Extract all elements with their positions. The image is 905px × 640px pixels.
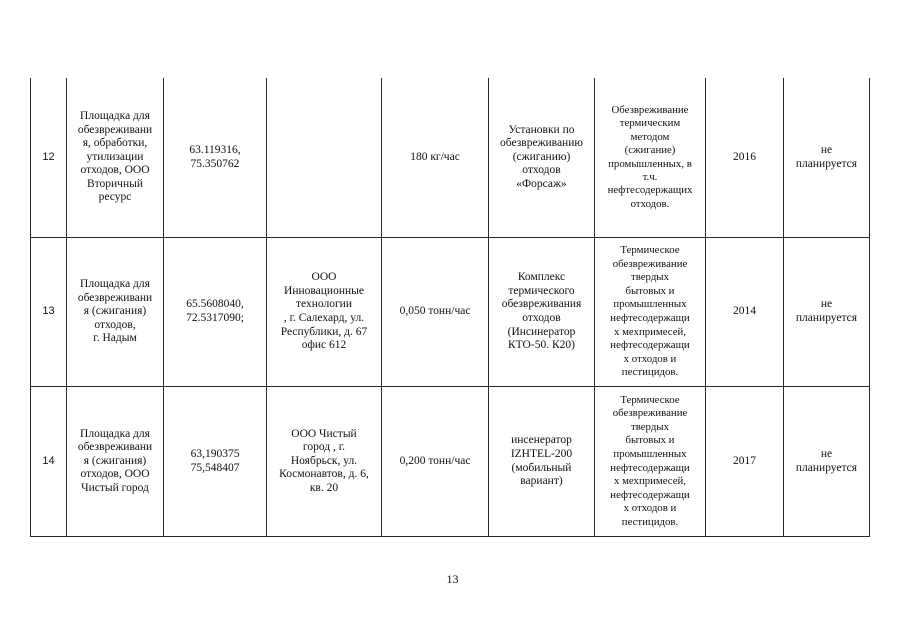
year: 2017 bbox=[733, 454, 756, 467]
capacity: 180 кг/час bbox=[410, 150, 460, 163]
plans: не планируется bbox=[795, 447, 858, 474]
coordinates: 63,190375 75,548407 bbox=[190, 447, 240, 474]
plans: не планируется bbox=[795, 143, 858, 170]
coordinates: 65.5608040, 72.5317090; bbox=[186, 298, 244, 324]
grid-line bbox=[30, 536, 870, 537]
site-name: Площадка для обезвреживани я (сжигания) отходов, ООО Чистый город bbox=[77, 427, 153, 494]
coordinates: 63.119316, 75.350762 bbox=[189, 143, 241, 170]
treatment-method: Термическое обезвреживание твердых бытовых и промышленных нефтесодержащи х мехпримесей, нефтесодержащи х отходов и пестицидов. bbox=[610, 244, 690, 379]
row-number: 14 bbox=[42, 454, 55, 467]
year: 2014 bbox=[733, 305, 756, 318]
operator-address: ООО Инновационные технологии , г. Салехард, ул. Республики, д. 67 офис 612 bbox=[280, 271, 368, 352]
row-number: 13 bbox=[42, 305, 55, 318]
operator-address: ООО Чистый город , г. Ноябрьск, ул. Космонавтов, д. 6, кв. 20 bbox=[279, 427, 369, 494]
capacity: 0,200 тонн/час bbox=[399, 454, 471, 467]
equipment: инсенератор IZHTEL-200 (мобильный вариант) bbox=[510, 434, 573, 488]
equipment: Установки по обезвреживанию (сжиганию) отходов «Форсаж» bbox=[500, 123, 583, 190]
grid-line bbox=[869, 78, 870, 536]
plans: не планируется bbox=[795, 298, 858, 324]
page-number: 13 bbox=[446, 572, 459, 586]
year: 2016 bbox=[733, 150, 756, 163]
row-number: 12 bbox=[42, 150, 55, 163]
treatment-method: Обезвреживание термическим методом (сжигание) промышленных, в т.ч. нефтесодержащих отходов. bbox=[607, 103, 693, 210]
site-name: Площадка для обезвреживани я (сжигания) отходов, г. Надым bbox=[77, 278, 153, 345]
treatment-method: Термическое обезвреживание твердых бытовых и промышленных нефтесодержащи х мехпримесей, нефтесодержащи х отходов и пестицидов. bbox=[610, 393, 690, 528]
equipment: Комплекс термического обезвреживания отходов (Инсинератор КТО-50. К20) bbox=[501, 271, 582, 352]
capacity: 0,050 тонн/час bbox=[399, 305, 471, 318]
site-name: Площадка для обезвреживани я, обработки, утилизации отходов, ООО Вторичный ресурс bbox=[77, 109, 153, 204]
operator-address bbox=[267, 78, 381, 237]
